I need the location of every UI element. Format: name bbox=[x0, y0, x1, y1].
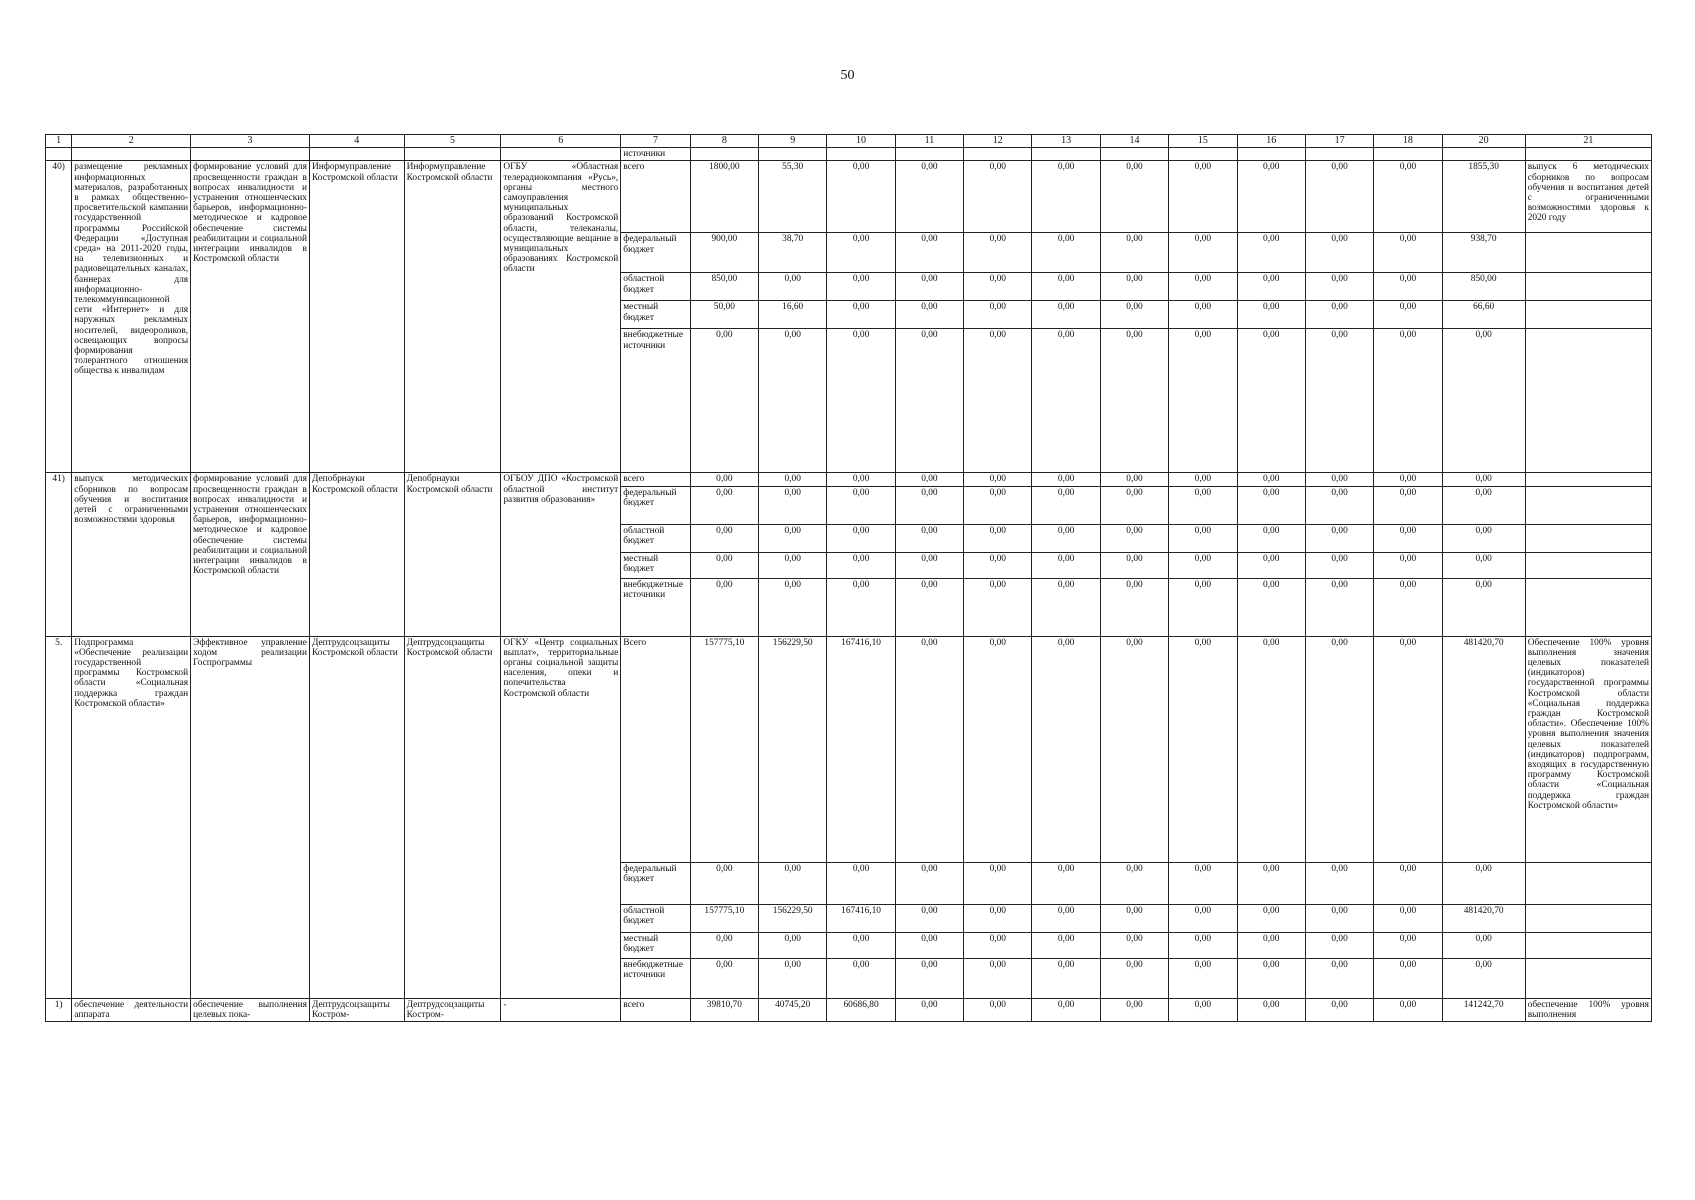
header-cell: 13 bbox=[1032, 135, 1100, 148]
header-cell: 1 bbox=[46, 135, 72, 148]
amount-cell: 40745,20 bbox=[759, 998, 827, 1021]
amount-cell: 0,00 bbox=[827, 958, 895, 998]
amount-cell: 0,00 bbox=[690, 473, 758, 486]
amount-cell: 0,00 bbox=[1169, 329, 1237, 473]
header-cell: 6 bbox=[501, 135, 621, 148]
amount-cell: 0,00 bbox=[964, 862, 1032, 904]
empty-cell bbox=[1525, 329, 1651, 473]
amount-cell: 0,00 bbox=[759, 329, 827, 473]
amount-cell: 0,00 bbox=[1032, 329, 1100, 473]
empty-cell bbox=[501, 148, 621, 161]
amount-cell: 0,00 bbox=[1169, 273, 1237, 301]
amount-cell: 0,00 bbox=[690, 932, 758, 958]
amount-cell: 156229,50 bbox=[759, 636, 827, 862]
amount-cell: 0,00 bbox=[1442, 486, 1525, 524]
amount-cell: 0,00 bbox=[1237, 998, 1305, 1021]
item-result: обеспечение 100% уровня выполнения bbox=[1525, 998, 1651, 1021]
item-participants: - bbox=[501, 998, 621, 1021]
amount-cell: 0,00 bbox=[1032, 473, 1100, 486]
empty-cell bbox=[1525, 233, 1651, 273]
amount-cell: 0,00 bbox=[827, 161, 895, 233]
amount-cell: 55,30 bbox=[759, 161, 827, 233]
amount-cell: 0,00 bbox=[1100, 524, 1168, 552]
amount-cell: 0,00 bbox=[1032, 904, 1100, 932]
amount-cell: 0,00 bbox=[1237, 636, 1305, 862]
table-row bbox=[46, 473, 1652, 486]
item-coexecutor: Дептрудсоцзащиты Костромской области bbox=[404, 636, 501, 998]
empty-cell bbox=[404, 148, 501, 161]
empty-cell bbox=[895, 148, 963, 161]
table-row bbox=[46, 636, 1652, 862]
amount-cell: 0,00 bbox=[1169, 301, 1237, 329]
item-goal: обеспечение выполнения целевых пока- bbox=[191, 998, 310, 1021]
item-number: 5. bbox=[46, 636, 72, 998]
amount-cell: 141242,70 bbox=[1442, 998, 1525, 1021]
amount-cell: 0,00 bbox=[1374, 998, 1442, 1021]
amount-cell: 0,00 bbox=[1237, 578, 1305, 636]
empty-cell bbox=[46, 148, 72, 161]
amount-cell: 0,00 bbox=[1374, 486, 1442, 524]
funding-source: областной бюджет bbox=[621, 273, 690, 301]
amount-cell: 0,00 bbox=[1374, 233, 1442, 273]
amount-cell: 0,00 bbox=[1169, 636, 1237, 862]
amount-cell: 0,00 bbox=[1374, 524, 1442, 552]
empty-cell bbox=[1525, 524, 1651, 552]
amount-cell: 0,00 bbox=[1305, 636, 1373, 862]
program-table bbox=[45, 134, 1652, 1022]
amount-cell: 0,00 bbox=[827, 273, 895, 301]
item-goal: формирование условий для просвещенности граждан в вопросах инвалидности и устранения отношенческих барьеров, информационно-методическое и кадровое обеспечение системы реабилитации и социальной интеграции инвалидов в Костромской области bbox=[191, 473, 310, 636]
amount-cell: 0,00 bbox=[1237, 552, 1305, 578]
amount-cell: 0,00 bbox=[1169, 958, 1237, 998]
amount-cell: 481420,70 bbox=[1442, 904, 1525, 932]
amount-cell: 0,00 bbox=[895, 932, 963, 958]
header-cell: 10 bbox=[827, 135, 895, 148]
header-cell: 20 bbox=[1442, 135, 1525, 148]
item-number: 41) bbox=[46, 473, 72, 636]
amount-cell: 0,00 bbox=[1100, 486, 1168, 524]
item-number: 40) bbox=[46, 161, 72, 473]
amount-cell: 0,00 bbox=[895, 552, 963, 578]
funding-source: внебюджетные источники bbox=[621, 958, 690, 998]
amount-cell: 167416,10 bbox=[827, 636, 895, 862]
amount-cell: 0,00 bbox=[964, 552, 1032, 578]
amount-cell: 0,00 bbox=[1100, 958, 1168, 998]
amount-cell: 0,00 bbox=[1305, 552, 1373, 578]
header-cell: 7 bbox=[621, 135, 690, 148]
amount-cell: 0,00 bbox=[964, 301, 1032, 329]
amount-cell: 0,00 bbox=[1305, 473, 1373, 486]
amount-cell: 938,70 bbox=[1442, 233, 1525, 273]
amount-cell: 0,00 bbox=[690, 578, 758, 636]
item-coexecutor: Дептрудсоцзащиты Костром- bbox=[404, 998, 501, 1021]
amount-cell: 0,00 bbox=[1305, 273, 1373, 301]
amount-cell: 0,00 bbox=[964, 932, 1032, 958]
amount-cell: 0,00 bbox=[1442, 932, 1525, 958]
amount-cell: 0,00 bbox=[1032, 862, 1100, 904]
funding-source: внебюджетные источники bbox=[621, 578, 690, 636]
item-coexecutor: Информуправление Костромской области bbox=[404, 161, 501, 473]
amount-cell: 0,00 bbox=[1305, 958, 1373, 998]
amount-cell: 0,00 bbox=[1237, 524, 1305, 552]
amount-cell: 0,00 bbox=[1100, 904, 1168, 932]
empty-cell bbox=[1525, 552, 1651, 578]
amount-cell: 0,00 bbox=[690, 552, 758, 578]
page-number: 50 bbox=[840, 68, 855, 83]
header-cell: 2 bbox=[72, 135, 191, 148]
amount-cell: 0,00 bbox=[1237, 233, 1305, 273]
amount-cell: 0,00 bbox=[1032, 998, 1100, 1021]
amount-cell: 0,00 bbox=[1237, 473, 1305, 486]
amount-cell: 0,00 bbox=[1305, 578, 1373, 636]
funding-source: федеральный бюджет bbox=[621, 233, 690, 273]
amount-cell: 0,00 bbox=[759, 552, 827, 578]
amount-cell: 157775,10 bbox=[690, 636, 758, 862]
amount-cell: 0,00 bbox=[964, 958, 1032, 998]
empty-cell bbox=[964, 148, 1032, 161]
amount-cell: 0,00 bbox=[1100, 301, 1168, 329]
amount-cell: 0,00 bbox=[895, 958, 963, 998]
amount-cell: 0,00 bbox=[1374, 932, 1442, 958]
amount-cell: 0,00 bbox=[1305, 998, 1373, 1021]
amount-cell: 0,00 bbox=[827, 473, 895, 486]
amount-cell: 0,00 bbox=[964, 904, 1032, 932]
amount-cell: 0,00 bbox=[1305, 161, 1373, 233]
amount-cell: 0,00 bbox=[1169, 998, 1237, 1021]
amount-cell: 0,00 bbox=[1305, 329, 1373, 473]
funding-source: всего bbox=[621, 473, 690, 486]
funding-source: областной бюджет bbox=[621, 904, 690, 932]
empty-cell bbox=[309, 148, 404, 161]
item-result bbox=[1525, 473, 1651, 486]
amount-cell: 0,00 bbox=[1169, 473, 1237, 486]
amount-cell: 0,00 bbox=[1442, 862, 1525, 904]
amount-cell: 0,00 bbox=[1237, 486, 1305, 524]
amount-cell: 167416,10 bbox=[827, 904, 895, 932]
amount-cell: 0,00 bbox=[964, 486, 1032, 524]
amount-cell: 0,00 bbox=[1237, 932, 1305, 958]
amount-cell: 0,00 bbox=[895, 233, 963, 273]
amount-cell: 0,00 bbox=[895, 636, 963, 862]
amount-cell: 16,60 bbox=[759, 301, 827, 329]
header-cell: 4 bbox=[309, 135, 404, 148]
amount-cell: 900,00 bbox=[690, 233, 758, 273]
header-cell: 11 bbox=[895, 135, 963, 148]
amount-cell: 0,00 bbox=[964, 473, 1032, 486]
header-cell: 12 bbox=[964, 135, 1032, 148]
amount-cell: 0,00 bbox=[759, 862, 827, 904]
amount-cell: 0,00 bbox=[1032, 486, 1100, 524]
amount-cell: 0,00 bbox=[1100, 636, 1168, 862]
empty-cell bbox=[1525, 301, 1651, 329]
empty-cell bbox=[1442, 148, 1525, 161]
funding-source: местный бюджет bbox=[621, 301, 690, 329]
amount-cell: 0,00 bbox=[1169, 486, 1237, 524]
amount-cell: 0,00 bbox=[1032, 273, 1100, 301]
amount-cell: 0,00 bbox=[1169, 161, 1237, 233]
item-responsible: Дептрудсоцзащиты Костромской области bbox=[309, 636, 404, 998]
empty-cell bbox=[191, 148, 310, 161]
item-name: обеспечение деятельности аппарата bbox=[72, 998, 191, 1021]
empty-cell bbox=[72, 148, 191, 161]
funding-source: местный бюджет bbox=[621, 552, 690, 578]
amount-cell: 0,00 bbox=[1237, 273, 1305, 301]
empty-cell bbox=[1374, 148, 1442, 161]
amount-cell: 0,00 bbox=[1169, 862, 1237, 904]
amount-cell: 0,00 bbox=[1374, 301, 1442, 329]
header-cell: 21 bbox=[1525, 135, 1651, 148]
amount-cell: 0,00 bbox=[1169, 552, 1237, 578]
empty-cell bbox=[1525, 273, 1651, 301]
empty-cell bbox=[690, 148, 758, 161]
amount-cell: 0,00 bbox=[759, 486, 827, 524]
amount-cell: 0,00 bbox=[1442, 958, 1525, 998]
empty-cell bbox=[1525, 148, 1651, 161]
amount-cell: 60686,80 bbox=[827, 998, 895, 1021]
header-cell: 17 bbox=[1305, 135, 1373, 148]
amount-cell: 0,00 bbox=[1374, 862, 1442, 904]
amount-cell: 0,00 bbox=[827, 862, 895, 904]
amount-cell: 0,00 bbox=[895, 273, 963, 301]
item-goal: формирование условий для просвещенности граждан в вопросах инвалидности и устранения отношенческих барьеров, информационно-методическое и кадровое обеспечение системы реабилитации и социальной интеграции инвалидов в Костромской области bbox=[191, 161, 310, 473]
amount-cell: 0,00 bbox=[1305, 233, 1373, 273]
empty-cell bbox=[1525, 486, 1651, 524]
funding-source: всего bbox=[621, 998, 690, 1021]
amount-cell: 0,00 bbox=[1442, 473, 1525, 486]
amount-cell: 0,00 bbox=[1442, 578, 1525, 636]
amount-cell: 0,00 bbox=[1374, 636, 1442, 862]
funding-source: федеральный бюджет bbox=[621, 862, 690, 904]
amount-cell: 0,00 bbox=[1169, 904, 1237, 932]
amount-cell: 0,00 bbox=[1032, 524, 1100, 552]
amount-cell: 156229,50 bbox=[759, 904, 827, 932]
amount-cell: 0,00 bbox=[895, 578, 963, 636]
amount-cell: 0,00 bbox=[1032, 636, 1100, 862]
amount-cell: 0,00 bbox=[1374, 329, 1442, 473]
amount-cell: 0,00 bbox=[827, 486, 895, 524]
amount-cell: 0,00 bbox=[759, 958, 827, 998]
amount-cell: 0,00 bbox=[1237, 958, 1305, 998]
amount-cell: 0,00 bbox=[895, 904, 963, 932]
item-participants: ОГБОУ ДПО «Костромской областной институт развития образования» bbox=[501, 473, 621, 636]
amount-cell: 0,00 bbox=[1374, 904, 1442, 932]
amount-cell: 0,00 bbox=[1100, 273, 1168, 301]
amount-cell: 39810,70 bbox=[690, 998, 758, 1021]
empty-cell bbox=[1525, 578, 1651, 636]
amount-cell: 0,00 bbox=[690, 524, 758, 552]
amount-cell: 0,00 bbox=[1032, 161, 1100, 233]
table-row bbox=[46, 161, 1652, 233]
empty-cell bbox=[1237, 148, 1305, 161]
amount-cell: 0,00 bbox=[1374, 578, 1442, 636]
amount-cell: 0,00 bbox=[1237, 862, 1305, 904]
amount-cell: 0,00 bbox=[1100, 552, 1168, 578]
amount-cell: 0,00 bbox=[964, 998, 1032, 1021]
amount-cell: 0,00 bbox=[759, 578, 827, 636]
amount-cell: 0,00 bbox=[827, 932, 895, 958]
header-cell: 16 bbox=[1237, 135, 1305, 148]
funding-source: местный бюджет bbox=[621, 932, 690, 958]
amount-cell: 0,00 bbox=[759, 932, 827, 958]
empty-cell bbox=[1525, 958, 1651, 998]
amount-cell: 0,00 bbox=[1442, 329, 1525, 473]
amount-cell: 481420,70 bbox=[1442, 636, 1525, 862]
amount-cell: 0,00 bbox=[1100, 998, 1168, 1021]
empty-cell bbox=[1525, 904, 1651, 932]
empty-cell bbox=[1525, 862, 1651, 904]
amount-cell: 0,00 bbox=[1237, 329, 1305, 473]
amount-cell: 0,00 bbox=[964, 524, 1032, 552]
amount-cell: 0,00 bbox=[1100, 578, 1168, 636]
item-responsible: Дептрудсоцзащиты Костром- bbox=[309, 998, 404, 1021]
amount-cell: 0,00 bbox=[690, 486, 758, 524]
amount-cell: 1800,00 bbox=[690, 161, 758, 233]
empty-cell bbox=[1305, 148, 1373, 161]
amount-cell: 0,00 bbox=[690, 862, 758, 904]
amount-cell: 0,00 bbox=[1032, 932, 1100, 958]
amount-cell: 0,00 bbox=[964, 329, 1032, 473]
amount-cell: 157775,10 bbox=[690, 904, 758, 932]
item-responsible: Депобрнауки Костромской области bbox=[309, 473, 404, 636]
amount-cell: 850,00 bbox=[690, 273, 758, 301]
item-name: выпуск методических сборников по вопросам обучения и воспитания детей с ограниченными возможностями здоровья bbox=[72, 473, 191, 636]
amount-cell: 0,00 bbox=[827, 524, 895, 552]
amount-cell: 0,00 bbox=[1442, 552, 1525, 578]
amount-cell: 0,00 bbox=[1305, 524, 1373, 552]
amount-cell: 0,00 bbox=[1374, 552, 1442, 578]
amount-cell: 0,00 bbox=[827, 301, 895, 329]
amount-cell: 0,00 bbox=[1032, 958, 1100, 998]
amount-cell: 0,00 bbox=[1032, 578, 1100, 636]
amount-cell: 0,00 bbox=[827, 578, 895, 636]
funding-source: федеральный бюджет bbox=[621, 486, 690, 524]
amount-cell: 0,00 bbox=[690, 329, 758, 473]
amount-cell: 0,00 bbox=[1237, 161, 1305, 233]
funding-source: внебюджетные источники bbox=[621, 329, 690, 473]
amount-cell: 0,00 bbox=[1374, 161, 1442, 233]
amount-cell: 0,00 bbox=[895, 486, 963, 524]
amount-cell: 0,00 bbox=[895, 301, 963, 329]
amount-cell: 0,00 bbox=[895, 862, 963, 904]
header-row bbox=[46, 135, 1652, 148]
amount-cell: 0,00 bbox=[690, 958, 758, 998]
amount-cell: 0,00 bbox=[759, 473, 827, 486]
amount-cell: 0,00 bbox=[827, 233, 895, 273]
amount-cell: 0,00 bbox=[1305, 301, 1373, 329]
amount-cell: 0,00 bbox=[1374, 958, 1442, 998]
item-name: размещение рекламных информационных материалов, разработанных в рамках общественно-просветительской кампании государственной программы Российской Федерации «Доступная среда» на 2011-2020 годы, на телевизионных и радиовещательных каналах, баннерах для информационно-телекоммуникационной сети «Интернет» и для наружных рекламных носителей, видеороликов, освещающих вопросы формирования толерантного отношения общества к инвалидам bbox=[72, 161, 191, 473]
amount-cell: 0,00 bbox=[1100, 473, 1168, 486]
amount-cell: 0,00 bbox=[1169, 524, 1237, 552]
empty-cell bbox=[1169, 148, 1237, 161]
empty-cell bbox=[827, 148, 895, 161]
amount-cell: 0,00 bbox=[964, 273, 1032, 301]
amount-cell: 1855,30 bbox=[1442, 161, 1525, 233]
empty-cell bbox=[1032, 148, 1100, 161]
amount-cell: 0,00 bbox=[759, 524, 827, 552]
amount-cell: 850,00 bbox=[1442, 273, 1525, 301]
amount-cell: 0,00 bbox=[827, 329, 895, 473]
amount-cell: 50,00 bbox=[690, 301, 758, 329]
amount-cell: 0,00 bbox=[1374, 473, 1442, 486]
amount-cell: 0,00 bbox=[895, 473, 963, 486]
header-cell: 8 bbox=[690, 135, 758, 148]
item-goal: Эффективное управление ходом реализации Госпрограммы bbox=[191, 636, 310, 998]
header-cell: 18 bbox=[1374, 135, 1442, 148]
item-responsible: Информуправление Костромской области bbox=[309, 161, 404, 473]
amount-cell: 0,00 bbox=[964, 636, 1032, 862]
amount-cell: 0,00 bbox=[964, 233, 1032, 273]
amount-cell: 0,00 bbox=[1032, 233, 1100, 273]
header-cell: 14 bbox=[1100, 135, 1168, 148]
amount-cell: 0,00 bbox=[1305, 486, 1373, 524]
carry-row bbox=[46, 148, 1652, 161]
empty-cell bbox=[1100, 148, 1168, 161]
amount-cell: 0,00 bbox=[827, 552, 895, 578]
header-cell: 15 bbox=[1169, 135, 1237, 148]
amount-cell: 0,00 bbox=[1169, 932, 1237, 958]
amount-cell: 0,00 bbox=[1305, 904, 1373, 932]
amount-cell: 0,00 bbox=[1100, 932, 1168, 958]
amount-cell: 0,00 bbox=[1237, 301, 1305, 329]
header-cell: 9 bbox=[759, 135, 827, 148]
amount-cell: 0,00 bbox=[964, 578, 1032, 636]
amount-cell: 0,00 bbox=[1305, 932, 1373, 958]
amount-cell: 0,00 bbox=[1237, 904, 1305, 932]
table-row bbox=[46, 998, 1652, 1021]
amount-cell: 0,00 bbox=[895, 329, 963, 473]
item-result: Обеспечение 100% уровня выполнения значения целевых показателей (индикаторов) государственной программы Костромской области «Социальная поддержка граждан Костромской области». Обеспечение 100% уровня выполнения значения целевых показателей (индикаторов) подпрограмм, входящих в государственную программу Костромской области «Социальная поддержка граждан Костромской области» bbox=[1525, 636, 1651, 862]
amount-cell: 0,00 bbox=[1032, 301, 1100, 329]
amount-cell: 0,00 bbox=[895, 161, 963, 233]
amount-cell: 0,00 bbox=[1169, 578, 1237, 636]
amount-cell: 0,00 bbox=[964, 161, 1032, 233]
amount-cell: 0,00 bbox=[1442, 524, 1525, 552]
item-participants: ОГКУ «Центр социальных выплат», территориальные органы социальной защиты населения, опеки и попечительства Костромской области bbox=[501, 636, 621, 998]
funding-source: всего bbox=[621, 161, 690, 233]
amount-cell: 0,00 bbox=[1032, 552, 1100, 578]
source-cell: источники bbox=[621, 148, 690, 161]
item-number: 1) bbox=[46, 998, 72, 1021]
amount-cell: 66,60 bbox=[1442, 301, 1525, 329]
amount-cell: 0,00 bbox=[1374, 273, 1442, 301]
item-coexecutor: Депобрнауки Костромской области bbox=[404, 473, 501, 636]
amount-cell: 0,00 bbox=[1100, 161, 1168, 233]
amount-cell: 0,00 bbox=[895, 524, 963, 552]
item-participants: ОГБУ «Областная телерадиокомпания «Русь», органы местного самоуправления муниципальных образований Костромской области, телеканалы, осуществляющие вещание в муниципальных образованиях Костромской области bbox=[501, 161, 621, 473]
header-cell: 3 bbox=[191, 135, 310, 148]
amount-cell: 38,70 bbox=[759, 233, 827, 273]
amount-cell: 0,00 bbox=[1305, 862, 1373, 904]
amount-cell: 0,00 bbox=[1100, 862, 1168, 904]
amount-cell: 0,00 bbox=[1100, 233, 1168, 273]
funding-source: областной бюджет bbox=[621, 524, 690, 552]
amount-cell: 0,00 bbox=[759, 273, 827, 301]
item-result: выпуск 6 методических сборников по вопросам обучения и воспитания детей с ограниченными возможностями здоровья к 2020 году bbox=[1525, 161, 1651, 233]
item-name: Подпрограмма «Обеспечение реализации государственной программы Костромской области «Социальная поддержка граждан Костромской области» bbox=[72, 636, 191, 998]
amount-cell: 0,00 bbox=[1169, 233, 1237, 273]
amount-cell: 0,00 bbox=[1100, 329, 1168, 473]
header-cell: 5 bbox=[404, 135, 501, 148]
funding-source: Всего bbox=[621, 636, 690, 862]
empty-cell bbox=[759, 148, 827, 161]
empty-cell bbox=[1525, 932, 1651, 958]
amount-cell: 0,00 bbox=[895, 998, 963, 1021]
